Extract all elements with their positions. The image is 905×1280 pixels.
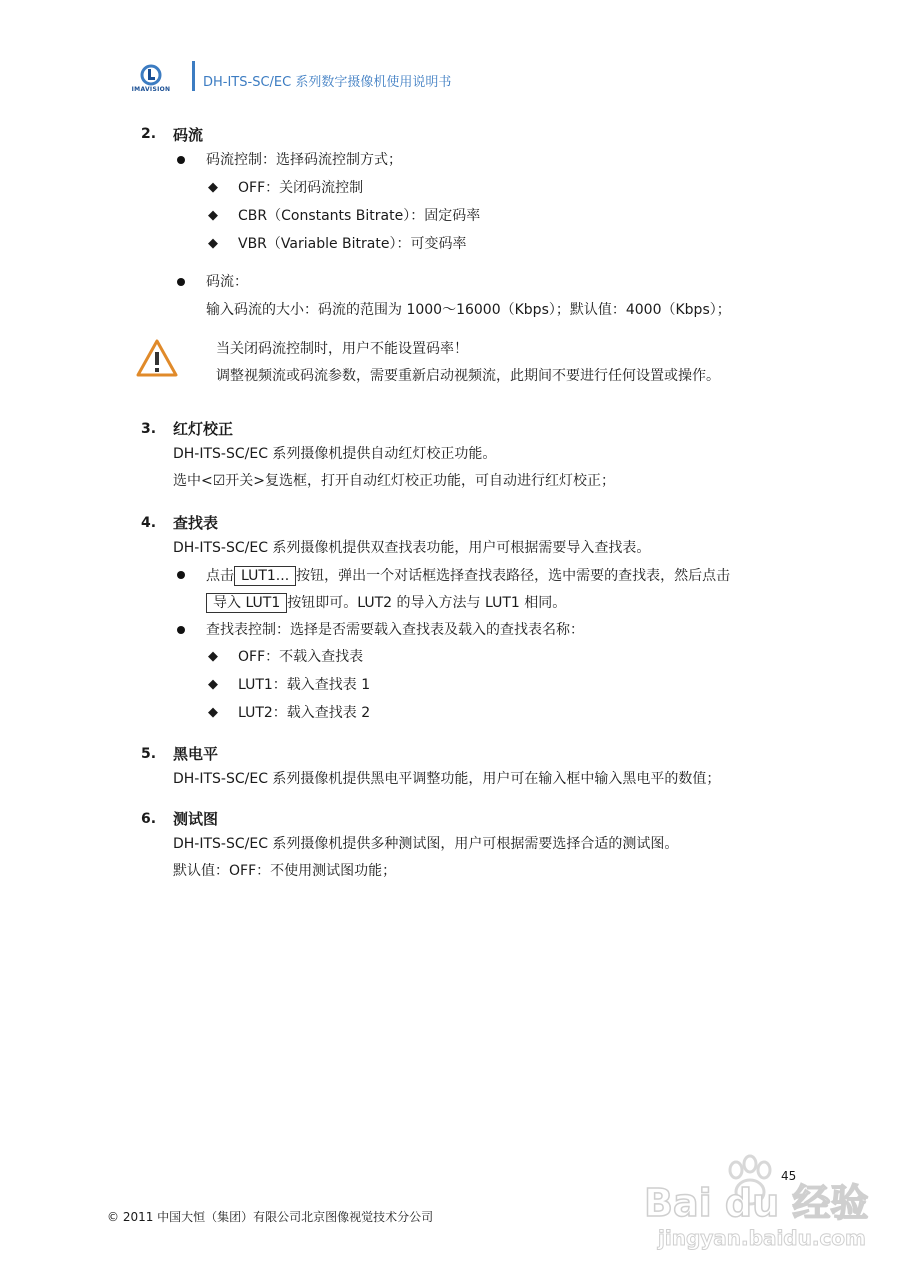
bullet-text-post: 按钮即可。LUT2 的导入方法与 LUT1 相同。 [287,595,567,611]
bullet-text [206,566,730,586]
option-text: VBR（Variable Bitrate）：可变码率 [238,236,467,252]
paragraph-text: DH-ITS-SC/EC 系列摄像机提供自动红灯校正功能。 [173,446,497,462]
bullet-description: 输入码流的大小：码流的范围为 1000～16000（Kbps）；默认值：4000（Kbps）； [206,302,731,318]
section-number: 4. [141,515,157,531]
section-number: 2. [141,126,157,142]
section-title: 红灯校正 [173,420,234,438]
section-title: 测试图 [173,810,219,828]
section-title: 查找表 [173,514,219,532]
bullet-text-post: 按钮，弹出一个对话框选择查找表路径，选中需要的查找表，然后点击 [296,568,731,584]
option-text: OFF：关闭码流控制 [238,180,364,196]
watermark-url: jingyan.baidu.com [658,1226,866,1250]
section-number: 6. [141,811,157,827]
diamond-bullet-icon: ◆ [208,236,218,251]
footer-copyright: © 2011 中国大恒（集团）有限公司北京图像视觉技术分公司 [107,1210,434,1224]
option-text: CBR（Constants Bitrate）：固定码率 [238,208,481,224]
header-divider [192,61,195,91]
option-text: LUT2：载入查找表 2 [238,705,371,721]
header-title: DH-ITS-SC/EC 系列数字摄像机使用说明书 [203,75,452,90]
bullet-text-continued [206,593,566,613]
diamond-bullet-icon: ◆ [208,208,218,223]
warning-text: 当关闭码流控制时，用户不能设置码率！ [216,341,468,357]
bullet-dot-icon [177,626,185,634]
paragraph-text: DH-ITS-SC/EC 系列摄像机提供多种测试图，用户可根据需要选择合适的测试图。 [173,836,679,852]
option-text: LUT1：载入查找表 1 [238,677,371,693]
section-title: 黑电平 [173,745,219,763]
watermark-brand: Bai du 经验 [644,1181,869,1225]
section-number: 5. [141,746,157,762]
bullet-dot-icon [177,571,185,579]
section-number: 3. [141,421,157,437]
company-logo [128,64,174,94]
diamond-bullet-icon: ◆ [208,649,218,664]
diamond-bullet-icon: ◆ [208,180,218,195]
paragraph-text: 选中<☑开关>复选框，打开自动红灯校正功能，可自动进行红灯校正； [173,473,616,489]
warning-icon [136,338,178,378]
import-lut1-button[interactable]: 导入 LUT1 [206,593,287,613]
diamond-bullet-icon: ◆ [208,705,218,720]
paragraph-text: 默认值：OFF：不使用测试图功能； [173,863,397,879]
page-number: 45 [781,1169,797,1183]
option-text: OFF：不载入查找表 [238,649,364,665]
warning-text: 调整视频流或码流参数，需要重新启动视频流，此期间不要进行任何设置或操作。 [216,368,720,384]
paragraph-text: DH-ITS-SC/EC 系列摄像机提供黑电平调整功能，用户可在输入框中输入黑电平的数值； [173,771,721,787]
logo-text: IMAVISION [131,86,171,93]
bullet-text: 码流： [206,274,248,290]
section-title: 码流 [173,126,204,144]
bullet-dot-icon [177,156,185,164]
bullet-text-pre: 点击 [206,568,234,584]
bullet-dot-icon [177,278,185,286]
paragraph-text: DH-ITS-SC/EC 系列摄像机提供双查找表功能，用户可根据需要导入查找表。 [173,540,651,556]
baidu-watermark [640,1148,870,1268]
bullet-text: 查找表控制：选择是否需要载入查找表及载入的查找表名称： [206,622,584,638]
bullet-text: 码流控制：选择码流控制方式； [206,152,402,168]
diamond-bullet-icon: ◆ [208,677,218,692]
lut1-button[interactable]: LUT1... [234,566,296,586]
